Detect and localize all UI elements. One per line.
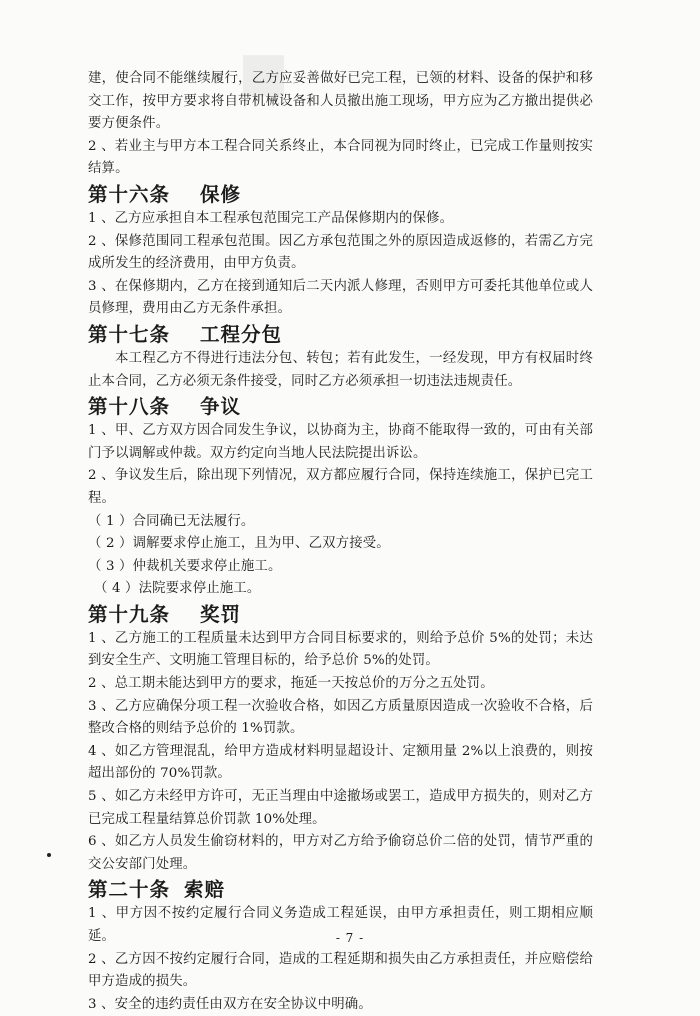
clause: 6 、如乙方人员发生偷窃材料的，甲方对乙方给予偷窃总价二倍的处罚，情节严重的交公安部门处理。 — [88, 834, 593, 872]
paragraph: 建，使合同不能继续履行，乙方应妥善做好已完工程，已领的材料、设备的保护和移交工作，按甲方要求将自带机械设备和人员撤出施工现场，甲方应为乙方撤出提供必要方便条件。 — [88, 71, 593, 132]
clause: 2 、保修范围同工程承包范围。因乙方承包范围之外的原因造成返修的，若需乙方完成所发生的经济费用，由甲方负责。 — [88, 233, 593, 272]
clause: （ 4 ）法院要求停止施工。 — [94, 581, 261, 597]
clause: 3 、乙方应确保分项工程一次验收合格，如因乙方质量原因造成一次验收不合格，后整改合格的则结予总价的 1%罚款。 — [88, 698, 593, 737]
clause: 1 、甲方因不按约定履行合同义务造成工程延误，由甲方承担责任，则工期相应顺延。 — [88, 906, 593, 944]
article-title: 索赔 — [184, 878, 226, 902]
article-20-heading — [88, 876, 593, 903]
article-title: 争议 — [200, 395, 242, 419]
article-number: 第二十条 — [88, 878, 171, 902]
article-18-heading — [88, 393, 593, 420]
article-title: 保修 — [200, 182, 242, 206]
clause: 1 、甲、乙方双方因合同发生争议，以协商为主，协商不能取得一致的，可由有关部门予以调解或仲裁。双方约定向当地人民法院提出诉讼。 — [88, 423, 593, 461]
article-number: 第十八条 — [88, 395, 171, 419]
clause: 4 、如乙方管理混乱，给甲方造成材料明显超设计、定额用量 2%以上浪费的，则按超出部份的 70%罚款。 — [88, 743, 593, 782]
scan-speck — [47, 853, 51, 857]
clause: 2 、总工期未能达到甲方的要求，拖延一天按总价的万分之五处罚。 — [88, 676, 494, 692]
contract-body — [88, 68, 593, 1016]
watermark-top: ■ — [232, 40, 295, 113]
article-number: 第十七条 — [88, 322, 171, 346]
article-19-heading — [88, 601, 593, 628]
clause: （ 2 ）调解要求停止施工，且为甲、乙双方接受。 — [88, 536, 390, 552]
clause: 5 、如乙方未经甲方许可，无正当理由中途撤场或罢工，造成甲方损失的，则对乙方已完成工程量结算总价罚款 10%处理。 — [88, 789, 593, 827]
clause: 1 、乙方施工的工程质量未达到甲方合同目标要求的，则给予总价 5%的处罚；未达到安全生产、文明施工管理目标的，给予总价 5%的处罚。 — [88, 630, 593, 669]
clause: 2 、乙方因不按约定履行合同，造成的工程延期和损失由乙方承担责任，并应赔偿给甲方造成的损失。 — [88, 951, 593, 990]
article-title: 奖罚 — [200, 602, 242, 626]
clause: 本工程乙方不得进行违法分包、转包；若有此发生，一经发现，甲方有权届时终止本合同，乙方必须无条件接受，同时乙方必须承担一切违法违规责任。 — [88, 350, 593, 389]
paragraph: 2 、若业主与甲方本工程合同关系终止，本合同视为同时终止，已完成工作量则按实结算。 — [88, 138, 593, 177]
clause: 1 、乙方应承担自本工程承包范围完工产品保修期内的保修。 — [88, 210, 454, 226]
clause: 3 、安全的违约责任由双方在安全协议中明确。 — [88, 996, 372, 1012]
article-17-heading — [88, 321, 593, 348]
clause: 3 、在保修期内，乙方在接到通知后二天内派人修理，否则甲方可委托其他单位或人员修理，费用由乙方无条件承担。 — [88, 278, 593, 317]
article-number: 第十六条 — [88, 182, 171, 206]
page-number: - 7 - — [335, 931, 365, 945]
clause: 2 、争议发生后，除出现下列情况，双方都应履行合同，保持连续施工，保护已完工程。 — [88, 468, 593, 506]
clause: （ 1 ）合同确已无法履行。 — [88, 513, 255, 529]
article-16-heading — [88, 181, 593, 208]
article-title: 工程分包 — [200, 322, 283, 346]
article-number: 第十九条 — [88, 602, 171, 626]
clause: （ 3 ）仲裁机关要求停止施工。 — [88, 558, 282, 574]
